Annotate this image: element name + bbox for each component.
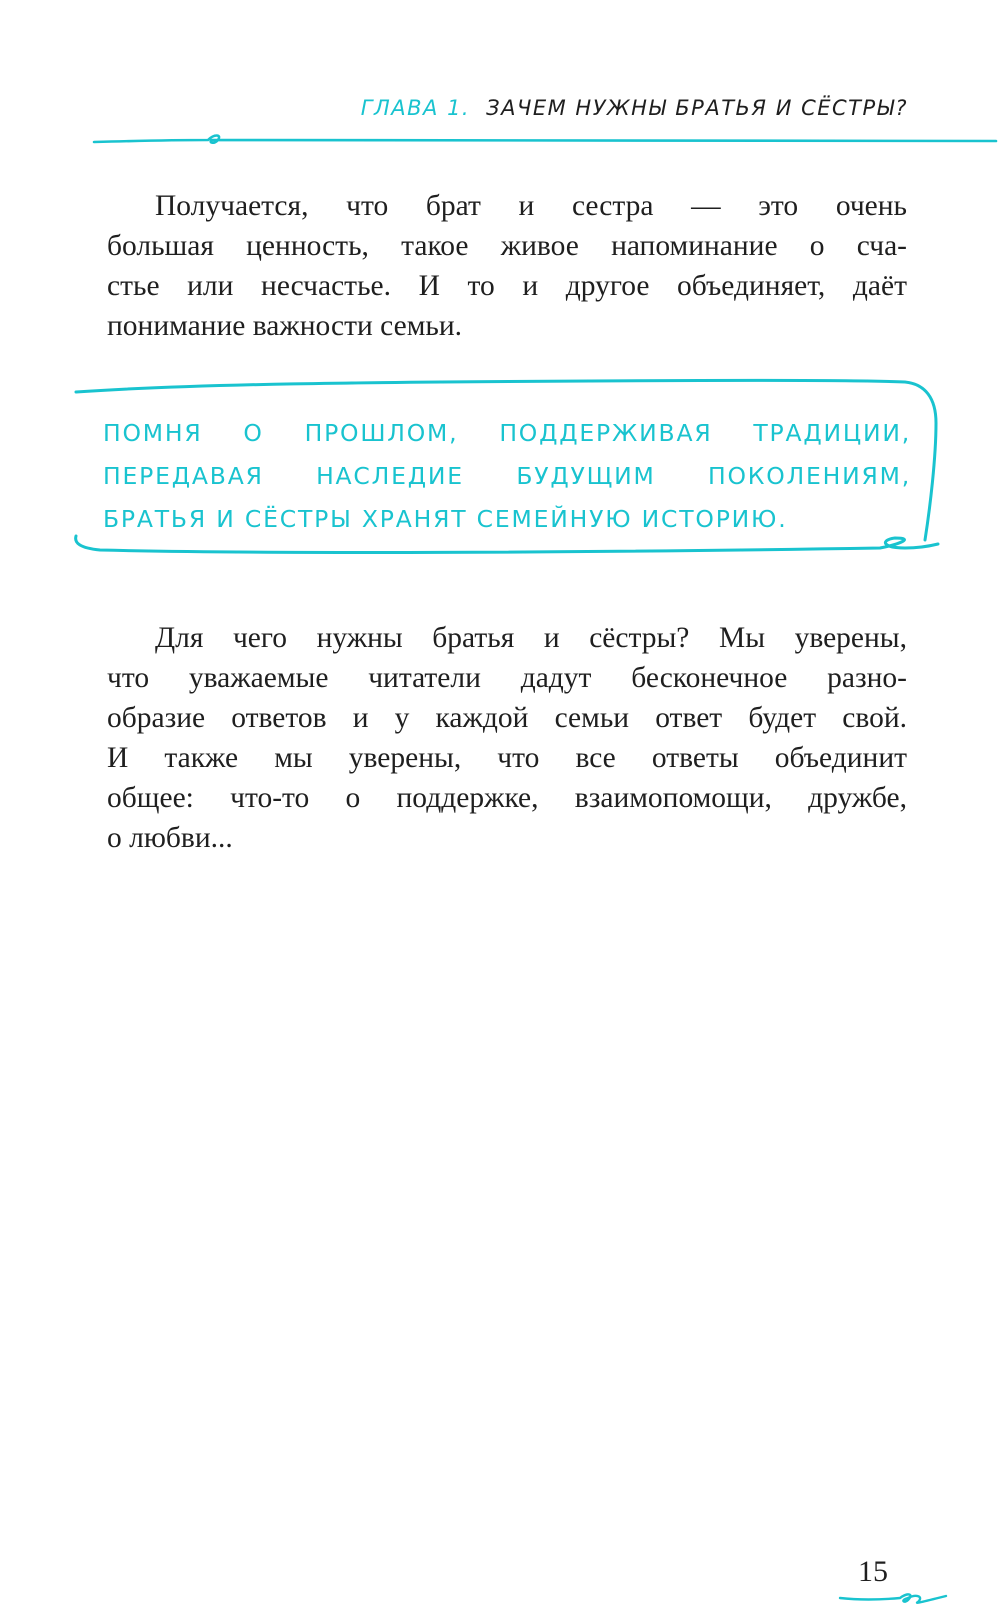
callout-line: ПЕРЕДАВАЯ НАСЛЕДИЕ БУДУЩИМ ПОКОЛЕНИЯМ, (103, 462, 911, 490)
paragraph-line: И также мы уверены, что все ответы объединит (107, 742, 907, 774)
body-paragraph-2 (107, 618, 907, 858)
paragraph-line: Получается, что брат и сестра — это очень (155, 190, 907, 222)
page-number-flourish (838, 1588, 948, 1612)
running-header (361, 96, 908, 120)
chapter-label: ГЛАВА 1. (360, 96, 471, 120)
header-underline-flourish (90, 128, 1000, 158)
callout-line: БРАТЬЯ И СЁСТРЫ ХРАНЯТ СЕМЕЙНУЮ ИСТОРИЮ. (103, 505, 788, 533)
paragraph-line: большая ценность, такое живое напоминание о сча- (107, 230, 907, 262)
paragraph-line: Для чего нужны братья и сёстры? Мы уверены, (155, 622, 907, 654)
page-number: 15 (858, 1555, 888, 1588)
paragraph-line: стье или несчастье. И то и другое объединяет, даёт (107, 270, 907, 302)
paragraph-line: что уважаемые читатели дадут бесконечное разно- (107, 662, 907, 694)
paragraph-line: образие ответов и у каждой семьи ответ будет свой. (107, 702, 907, 734)
paragraph-line: общее: что-то о поддержке, взаимопомощи, дружбе, (107, 782, 907, 814)
body-paragraph-1 (107, 186, 907, 346)
callout-line: ПОМНЯ О ПРОШЛОМ, ПОДДЕРЖИВАЯ ТРАДИЦИИ, (103, 419, 911, 447)
callout-quote (103, 412, 911, 541)
paragraph-line: понимание важности семьи. (107, 310, 462, 342)
paragraph-line: о любви... (107, 822, 233, 854)
chapter-title: ЗАЧЕМ НУЖНЫ БРАТЬЯ И СЁСТРЫ? (486, 96, 908, 120)
